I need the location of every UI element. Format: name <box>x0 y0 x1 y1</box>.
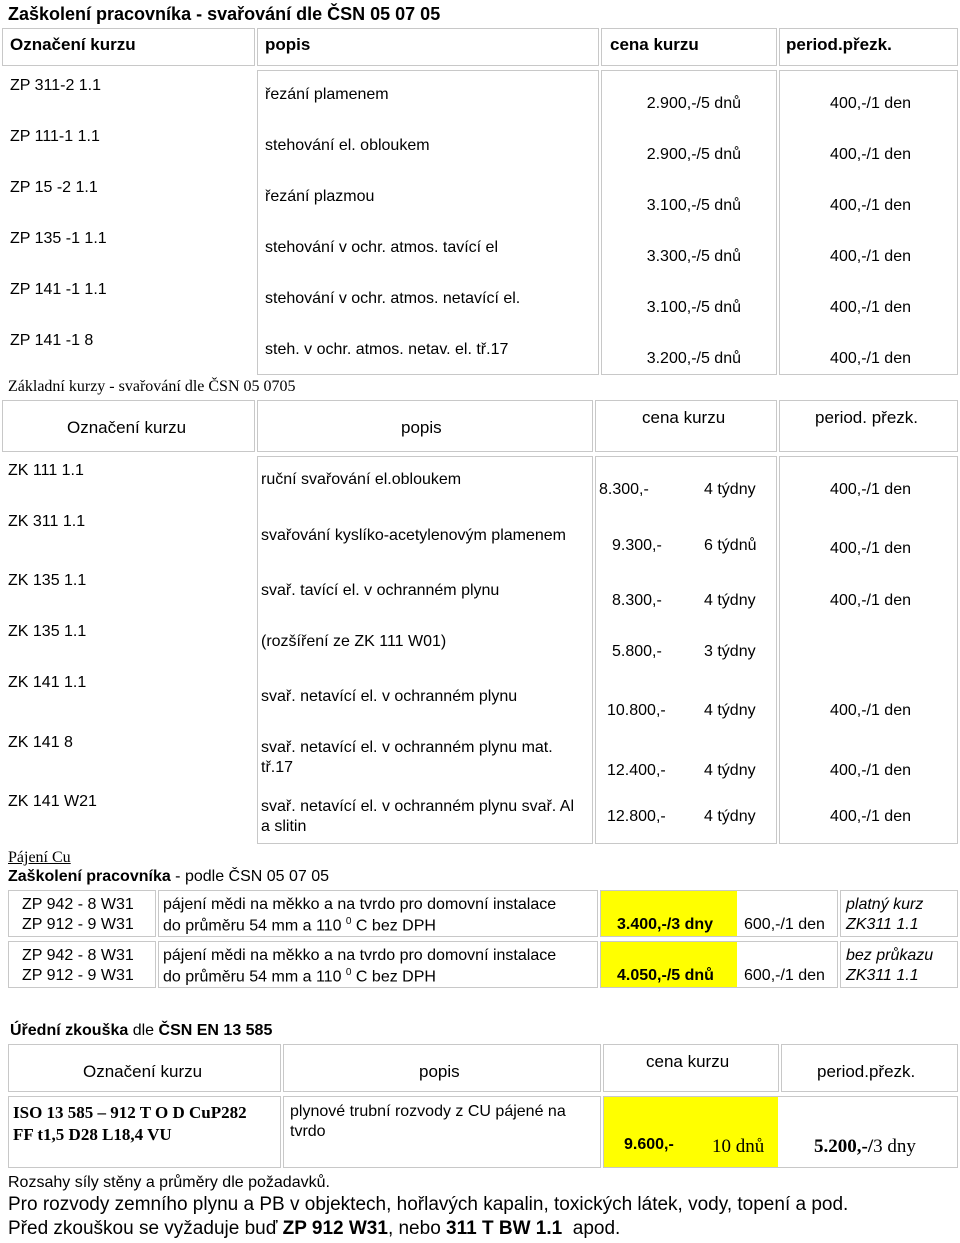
section-title-zkouska: Úřední zkouška dle ČSN EN 13 585 <box>10 1022 273 1039</box>
row-desc: (rozšíření ze ZK 111 W01) <box>261 633 447 650</box>
row-code: ZP 135 -1 1.1 <box>10 230 107 247</box>
page-title: Zaškolení pracovníka - svařování dle ČSN 05 07 05 <box>8 4 441 24</box>
row-desc: pájení mědi na měkko a na tvrdo pro domovní instalace <box>163 947 557 964</box>
row-price: 9.300,- <box>612 537 662 554</box>
row-price: 2.900,-/5 dnů <box>646 95 741 112</box>
row-code: ZP 141 -1 8 <box>10 332 94 349</box>
col-header-code: Označení kurzu <box>10 35 136 54</box>
row-period: 400,-/1 den <box>830 146 911 163</box>
col-header-code: Označení kurzu <box>83 1062 203 1081</box>
row-desc: stehování v ochr. atmos. tavící el <box>265 239 498 256</box>
row-code: ZP 942 - 8 W31 <box>22 947 134 964</box>
row-price: 3.100,-/5 dnů <box>646 299 741 316</box>
row-note: ZK311 1.1 <box>846 916 919 933</box>
row-desc: svař. netavící el. v ochranném plynu <box>261 688 518 705</box>
row-period: 400,-/1 den <box>830 95 911 112</box>
row-price: 3.400,-/3 dny <box>617 916 714 933</box>
col-header-period: period. přezk. <box>815 408 918 427</box>
col-header-price: cena kurzu <box>610 35 699 54</box>
row-price: 3.300,-/5 dnů <box>646 248 741 265</box>
section-title-pajeni: Zaškolení pracovníka - podle ČSN 05 07 05 <box>8 868 330 885</box>
row-period: 400,-/1 den <box>830 762 911 779</box>
row-desc: do průměru 54 mm a 110 $^0$ C bez DPH <box>163 916 436 935</box>
col-header-desc: popis <box>265 35 311 54</box>
footer-note-3: Před zkouškou se vyžaduje buď ZP 912 W31, nebo 311 T BW 1.1 apod. <box>8 1218 621 1239</box>
row-period: 600,-/1 den <box>744 967 825 984</box>
row-period: 400,-/1 den <box>830 481 911 498</box>
row-price: 8.300,- <box>599 481 649 498</box>
row-code: ZK 135 1.1 <box>8 572 87 589</box>
col-header-price: cena kurzu <box>646 1052 730 1071</box>
row-code: ZK 311 1.1 <box>8 513 86 530</box>
row-code: ZK 135 1.1 <box>8 623 87 640</box>
row-desc: svař. tavící el. v ochranném plynu <box>261 582 500 599</box>
row-duration: 4 týdny <box>704 481 756 498</box>
col-header-price: cena kurzu <box>642 408 726 427</box>
row-price: 12.400,- <box>607 762 666 779</box>
row-desc: svař. netavící el. v ochranném plynu svař. Al a slitin <box>261 798 575 835</box>
row-code: ZK 141 W21 <box>8 793 97 810</box>
row-code: ZK 141 8 <box>8 734 73 751</box>
row-desc: ruční svařování el.obloukem <box>261 471 462 488</box>
row-code: ISO 13 585 – 912 T O D CuP282 <box>13 1103 247 1122</box>
row-desc: steh. v ochr. atmos. netav. el. tř.17 <box>265 341 509 358</box>
row-code: ZP 111-1 1.1 <box>10 128 100 145</box>
row-price: 3.100,-/5 dnů <box>646 197 741 214</box>
row-duration: 10 dnů <box>712 1136 765 1157</box>
row-price: 8.300,- <box>612 592 662 609</box>
row-period: 600,-/1 den <box>744 916 825 933</box>
row-desc: stehování v ochr. atmos. netavící el. <box>265 290 521 307</box>
col-header-desc: popis <box>419 1062 460 1081</box>
col-header-period: period.přezk. <box>817 1062 916 1081</box>
row-price: 10.800,- <box>607 702 666 719</box>
row-duration: 4 týdny <box>704 808 756 825</box>
row-period: 400,-/1 den <box>830 197 911 214</box>
footer-note-1: Rozsahy síly stěny a průměry dle požadavků. <box>8 1174 330 1191</box>
row-period: 5.200,-/3 dny <box>814 1136 916 1157</box>
row-code: ZK 141 1.1 <box>8 674 87 691</box>
row-price: 4.050,-/5 dnů <box>617 967 714 984</box>
row-duration: 4 týdny <box>704 592 756 609</box>
row-price: 2.900,-/5 dnů <box>646 146 741 163</box>
row-desc: řezání plamenem <box>265 86 389 103</box>
row-desc: svařování kyslíko-acetylenovým plamenem <box>261 527 567 544</box>
row-note: ZK311 1.1 <box>846 967 919 984</box>
row-period: 400,-/1 den <box>830 248 911 265</box>
row-price: 5.800,- <box>612 643 662 660</box>
row-period: 400,-/1 den <box>830 808 911 825</box>
row-price: 12.800,- <box>607 808 666 825</box>
row-period: 400,-/1 den <box>830 592 911 609</box>
row-desc: plynové trubní rozvody z CU pájené na tvrdo <box>290 1103 566 1140</box>
row-note: platný kurz <box>846 896 924 913</box>
row-code: ZP 912 - 9 W31 <box>22 967 134 984</box>
row-code: ZP 15 -2 1.1 <box>10 179 98 196</box>
footer-note-2: Pro rozvody zemního plynu a PB v objektech, hořlavých kapalin, toxických látek, vody, topení a pod. <box>8 1194 849 1215</box>
section-pajeni: Pájení Cu <box>8 849 71 866</box>
row-price: 3.200,-/5 dnů <box>646 350 741 367</box>
col-header-period: period.přezk. <box>786 35 892 54</box>
row-period: 400,-/1 den <box>830 702 911 719</box>
row-desc: řezání plazmou <box>265 188 375 205</box>
row-code: ZK 111 1.1 <box>8 462 84 479</box>
row-desc: pájení mědi na měkko a na tvrdo pro domovní instalace <box>163 896 557 913</box>
row-desc: do průměru 54 mm a 110 $^0$ C bez DPH <box>163 967 436 986</box>
row-period: 400,-/1 den <box>830 299 911 316</box>
row-code: FF t1,5 D28 L18,4 VU <box>13 1125 172 1144</box>
row-desc: svař. netavící el. v ochranném plynu mat. tř.17 <box>261 739 553 776</box>
row-duration: 6 týdnů <box>704 537 757 554</box>
col-header-desc: popis <box>401 418 442 437</box>
row-code: ZP 311-2 1.1 <box>10 77 102 94</box>
row-period: 400,-/1 den <box>830 540 911 557</box>
row-desc: stehování el. obloukem <box>265 137 430 154</box>
row-duration: 4 týdny <box>704 702 756 719</box>
row-code: ZP 912 - 9 W31 <box>22 916 134 933</box>
row-price: 9.600,- <box>624 1136 674 1153</box>
section-title-zakladni: Základní kurzy - svařování dle ČSN 05 0705 <box>8 378 296 395</box>
row-code: ZP 942 - 8 W31 <box>22 896 134 913</box>
row-duration: 3 týdny <box>704 643 756 660</box>
col-header-code: Označení kurzu <box>67 418 187 437</box>
row-code: ZP 141 -1 1.1 <box>10 281 107 298</box>
row-duration: 4 týdny <box>704 762 756 779</box>
row-period: 400,-/1 den <box>830 350 911 367</box>
row-note: bez průkazu <box>846 947 934 964</box>
